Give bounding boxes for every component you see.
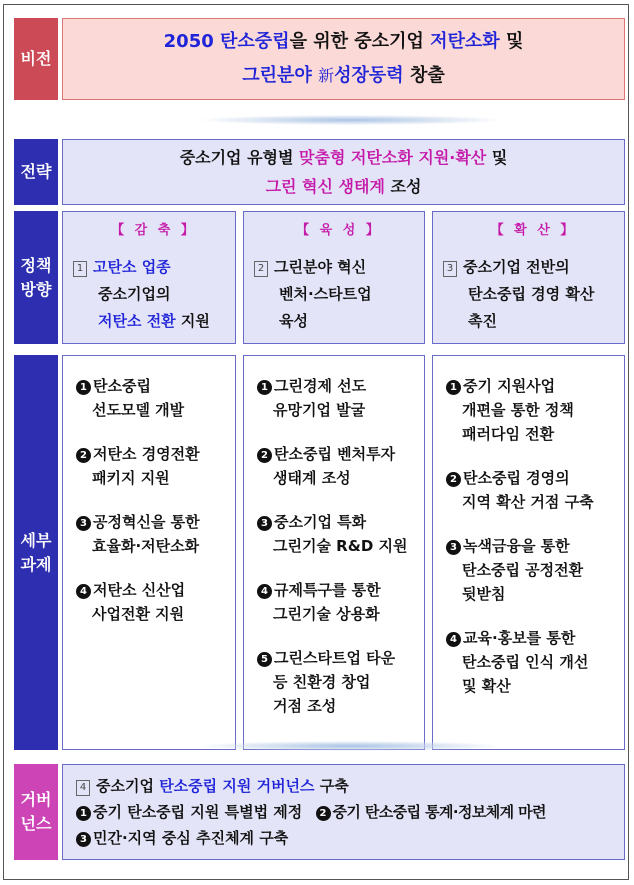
task-line	[76, 602, 235, 626]
number-bullet: 3	[257, 516, 272, 531]
task-line	[76, 466, 235, 490]
section-separator	[200, 741, 500, 751]
task-item	[446, 466, 624, 514]
governance-items-row-1	[76, 799, 624, 825]
task-line	[257, 466, 424, 490]
policy-column-foster	[243, 211, 425, 344]
task-text: 지역 확산 거점 구축	[462, 493, 594, 511]
task-text: 공정혁신을 통한	[93, 513, 200, 531]
task-text: 사업전환 지원	[92, 605, 185, 623]
task-item	[76, 510, 235, 558]
task-line	[76, 578, 235, 602]
task-line	[446, 374, 624, 398]
task-line	[76, 442, 235, 466]
task-line	[446, 626, 624, 650]
task-text: 교육·홍보를 통한	[463, 629, 576, 647]
vision-year: 2050	[163, 31, 221, 52]
tasks-column-1	[62, 355, 236, 750]
policy-keyword: 고탄소 업종	[93, 258, 171, 276]
task-line	[446, 490, 624, 514]
task-text: 그린스타트업 타운	[274, 649, 396, 667]
policy-header: 【 육 성 】	[296, 223, 382, 238]
task-line	[257, 534, 424, 558]
task-text: 탄소중립 벤처투자	[274, 445, 396, 463]
governance-items-row-2	[76, 825, 624, 851]
task-text: 그린경제 선도	[274, 377, 367, 395]
policy-line	[73, 254, 235, 281]
task-item	[257, 646, 424, 718]
task-item	[257, 578, 424, 626]
task-text: 중소기업 특화	[274, 513, 367, 531]
task-line	[446, 466, 624, 490]
policy-column-reduce	[62, 211, 236, 344]
task-text: 패키지 지원	[92, 469, 170, 487]
vision-label: 비전	[14, 18, 58, 100]
policy-keyword: 저탄소 전환	[98, 312, 176, 330]
number-bullet: 3	[76, 832, 91, 847]
task-line	[257, 442, 424, 466]
task-item	[76, 374, 235, 422]
policy-label: 정책 방향	[14, 211, 58, 344]
task-text: 효율화·저탄소화	[92, 537, 200, 555]
governance-item: 중기 탄소중립 지원 특별법 제정	[93, 803, 303, 821]
task-line	[446, 534, 624, 558]
task-item	[446, 626, 624, 698]
policy-line: 벤처·스타트업	[279, 285, 372, 303]
policy-line: 육성	[279, 312, 308, 330]
governance-box	[62, 764, 625, 860]
strategy-line-2	[266, 172, 422, 201]
strategy-text-build: 조성	[384, 177, 422, 196]
vision-keyword-low-carbon: 저탄소화	[430, 31, 500, 52]
task-text: 탄소중립	[93, 377, 151, 395]
task-line	[257, 374, 424, 398]
strategy-keyword: 맞춤형 저탄소화 지원·확산	[299, 148, 487, 167]
vision-box	[62, 18, 625, 100]
task-text: 및 확산	[462, 677, 511, 695]
policy-number: 1	[73, 261, 87, 277]
number-bullet: 4	[257, 584, 272, 599]
task-text: 규제특구를 통한	[274, 581, 381, 599]
tasks-column-2	[243, 355, 425, 750]
strategy-label: 전략	[14, 139, 58, 205]
task-text: 중기 지원사업	[463, 377, 556, 395]
policy-line	[73, 308, 235, 335]
number-bullet: 1	[76, 380, 91, 395]
task-line	[76, 398, 235, 422]
task-line	[257, 602, 424, 626]
policy-text: 지원	[175, 312, 210, 330]
number-bullet: 4	[76, 584, 91, 599]
vision-text-and: 및	[499, 31, 524, 52]
task-text: 등 친환경 창업	[273, 673, 371, 691]
task-text: 탄소중립 공정전환	[462, 561, 584, 579]
governance-label: 거버 넌스	[14, 764, 58, 860]
task-text: 유망기업 발굴	[273, 401, 366, 419]
vision-text: 을 위한 중소기업	[289, 31, 431, 52]
vision-keyword-new: 新	[318, 66, 335, 85]
number-bullet: 4	[446, 632, 461, 647]
strategy-text-and: 및	[486, 148, 508, 167]
governance-number: 4	[76, 780, 90, 796]
vision-text-create: 창출	[403, 65, 445, 86]
tasks-column-3	[432, 355, 625, 750]
task-item	[446, 534, 624, 606]
task-text: 탄소중립 인식 개선	[462, 653, 589, 671]
governance-text: 구축	[314, 777, 349, 795]
task-line	[257, 646, 424, 670]
governance-item: 민간·지역 중심 추진체계 구축	[93, 829, 289, 847]
task-item	[446, 374, 624, 446]
number-bullet: 1	[76, 806, 91, 821]
policy-column-spread	[432, 211, 625, 344]
policy-line	[254, 254, 424, 281]
vision-line-1	[164, 25, 524, 59]
number-bullet: 3	[446, 540, 461, 555]
task-text: 생태계 조성	[273, 469, 351, 487]
task-text: 녹색금융을 통한	[463, 537, 570, 555]
task-line	[76, 374, 235, 398]
strategy-line-1	[180, 143, 508, 172]
vision-line-2	[242, 59, 444, 93]
policy-number: 3	[443, 261, 457, 277]
task-text: 그린기술 R&D 지원	[273, 537, 408, 555]
policy-number: 2	[254, 261, 268, 277]
task-item	[257, 442, 424, 490]
task-text: 탄소중립 경영의	[463, 469, 570, 487]
governance-title	[76, 773, 624, 799]
task-text: 패러다임 전환	[462, 425, 555, 443]
task-line	[76, 534, 235, 558]
tasks-label: 세부 과제	[14, 355, 58, 750]
strategy-box	[62, 139, 625, 205]
task-item	[76, 578, 235, 626]
number-bullet: 1	[257, 380, 272, 395]
policy-line: 중소기업의	[98, 285, 171, 303]
vision-keyword-carbon-neutral: 탄소중립	[220, 31, 290, 52]
task-text: 개편을 통한 정책	[462, 401, 574, 419]
policy-text: 중소기업 전반의	[463, 258, 570, 276]
task-line	[257, 670, 424, 694]
task-text: 선도모델 개발	[92, 401, 185, 419]
strategy-text: 중소기업 유형별	[179, 148, 300, 167]
policy-line	[443, 254, 624, 281]
task-line	[446, 398, 624, 422]
task-text: 뒷받침	[462, 585, 506, 603]
policy-line: 탄소중립 경영 확산	[468, 285, 595, 303]
number-bullet: 2	[257, 448, 272, 463]
section-separator	[200, 115, 500, 125]
policy-header: 【 감 축 】	[111, 223, 197, 238]
policy-header: 【 확 산 】	[490, 223, 577, 238]
task-line	[76, 510, 235, 534]
task-text: 거점 조성	[273, 697, 337, 715]
task-item	[257, 374, 424, 422]
task-line	[446, 674, 624, 698]
number-bullet: 5	[257, 652, 272, 667]
number-bullet: 2	[316, 806, 331, 821]
policy-text: 그린분야 혁신	[274, 258, 367, 276]
task-item	[76, 442, 235, 490]
task-line	[446, 650, 624, 674]
task-line	[446, 422, 624, 446]
governance-keyword: 탄소중립 지원 거버넌스	[159, 777, 315, 795]
task-text: 저탄소 경영전환	[93, 445, 200, 463]
governance-item: 중기 탄소중립 통계·정보체계 마련	[332, 803, 546, 821]
number-bullet: 1	[446, 380, 461, 395]
task-text: 저탄소 신산업	[93, 581, 186, 599]
strategy-keyword-ecosystem: 그린 혁신 생태계	[265, 177, 385, 196]
governance-text: 중소기업	[96, 777, 160, 795]
number-bullet: 2	[446, 472, 461, 487]
task-line	[257, 694, 424, 718]
task-line	[257, 578, 424, 602]
task-line	[446, 558, 624, 582]
vision-keyword-growth: 성장동력	[334, 65, 404, 86]
number-bullet: 2	[76, 448, 91, 463]
task-line	[257, 398, 424, 422]
policy-line: 촉진	[468, 312, 497, 330]
task-text: 그린기술 상용화	[273, 605, 380, 623]
task-line	[257, 510, 424, 534]
task-line	[446, 582, 624, 606]
task-item	[257, 510, 424, 558]
vision-keyword-green: 그린분야	[242, 65, 319, 86]
number-bullet: 3	[76, 516, 91, 531]
